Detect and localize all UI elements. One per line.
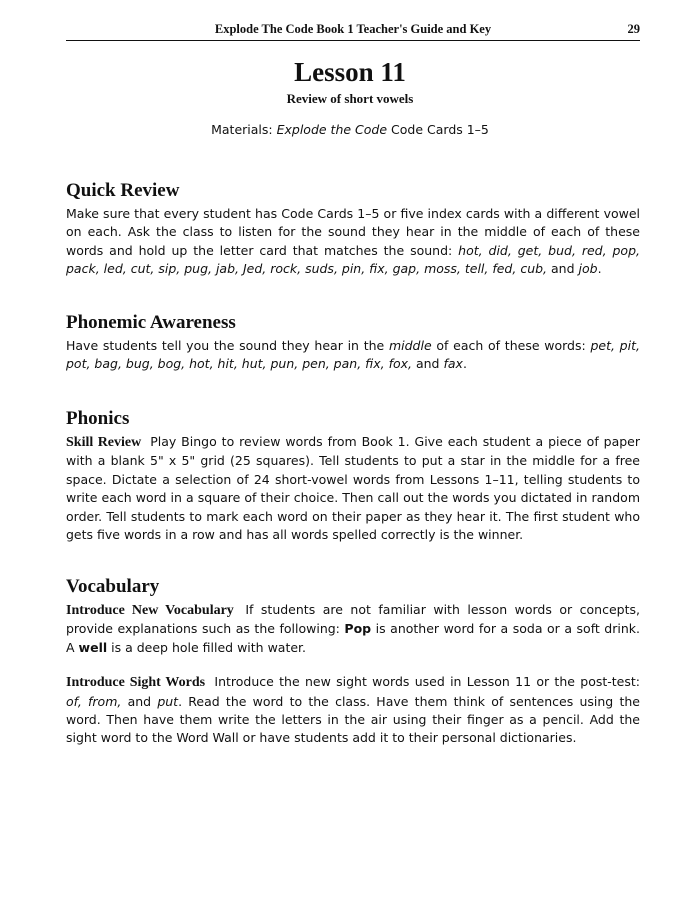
vocab-and: and	[127, 693, 152, 709]
vocab-text-1c: is a deep hole filled with water.	[111, 639, 307, 655]
lesson-title: Lesson 11	[294, 57, 406, 87]
pa-middle: middle	[388, 338, 432, 353]
vocab-last-sight-word: put	[157, 693, 179, 709]
pa-text-a: Have students tell you the sound they hear in the	[66, 338, 385, 353]
materials-rest: Code Cards 1–5	[391, 122, 489, 137]
vocab-text-1b: is another word for a soda or a soft drink. A	[66, 621, 640, 655]
lesson-subtitle: Review of short vowels	[286, 91, 414, 106]
vocab-text-2a: Introduce the new sight words used in Lesson 11 or the post-test:	[214, 674, 640, 690]
quick-review-end: .	[597, 261, 602, 277]
vocabulary-paragraph-2	[66, 673, 640, 748]
phonemic-awareness-heading: Phonemic Awareness	[66, 312, 236, 333]
vocab-sight-words: of, from,	[66, 693, 122, 709]
phonics-paragraph	[66, 433, 640, 544]
quick-review-and: and	[551, 261, 575, 277]
section-quick-review	[66, 180, 640, 279]
vocabulary-heading: Vocabulary	[66, 576, 160, 597]
vocab-text-2b: . Read the word to the class. Have them think of sentences using the word. Then have them write the letters in the air using their finger as a pencil. Add the sight word to the Word Wall or have students add it to their personal dictionaries.	[66, 693, 640, 746]
pa-end: .	[462, 356, 467, 372]
skill-review-runin: Skill Review	[66, 435, 142, 450]
pa-words: pet, pit, pot, bag, bug, bog, hot, hit, hut, pun, pen, pan, fix, fox,	[66, 338, 640, 372]
header-title: Explode The Code Book 1 Teacher's Guide and Key	[214, 22, 492, 36]
sight-words-runin: Introduce Sight Words	[66, 675, 206, 691]
pa-text-b: of each of these words:	[436, 338, 586, 353]
materials-line	[0, 122, 700, 138]
section-vocabulary	[66, 576, 640, 748]
quick-review-words: hot, did, get, bud, red, pop, pack, led, cut, sip, pug, jab, Jed, rock, suds, pin, fix, gap, moss, tell, fed, cub,	[66, 242, 640, 277]
vocab-word-pop: Pop	[344, 621, 372, 637]
phonemic-awareness-paragraph	[66, 337, 640, 374]
page-number: 29	[627, 22, 640, 36]
vocabulary-paragraph-1	[66, 601, 640, 657]
section-phonics	[66, 408, 640, 544]
vocab-text-1a: If students are not familiar with lesson words or concepts, provide explanations such as the following:	[66, 602, 640, 637]
quick-review-last-word: job	[578, 261, 598, 277]
new-vocabulary-runin: Introduce New Vocabulary	[66, 603, 234, 618]
running-header	[66, 20, 640, 41]
section-phonemic-awareness	[66, 312, 640, 374]
phonics-heading: Phonics	[66, 408, 130, 429]
quick-review-text: Make sure that every student has Code Cards 1–5 or five index cards with a different vowel on each. Ask the class to listen for the sound they hear in the middle of each of these words and hold up the letter card that matches the sound:	[66, 206, 640, 258]
pa-and: and	[415, 356, 440, 372]
quick-review-paragraph	[66, 205, 640, 279]
quick-review-heading: Quick Review	[66, 180, 180, 201]
materials-book: Explode the Code	[276, 122, 388, 137]
vocab-word-well: well	[78, 639, 108, 655]
materials-label: Materials:	[211, 122, 273, 137]
pa-last-word: fax	[443, 356, 463, 372]
phonics-text: Play Bingo to review words from Book 1. Give each student a piece of paper with a blank 5" x 5" grid (25 squares). Tell students to put a star in the middle for a free space. Dictate a selection of 24 short-vowel words from Lessons 1–11, telling students to write each word in a square of their choice. Then call out the words you dictated in random order. Tell students to mark each word on their paper as they hear it. The first student who gets five words in a row and has all words spelled correctly is the winner.	[66, 434, 641, 543]
